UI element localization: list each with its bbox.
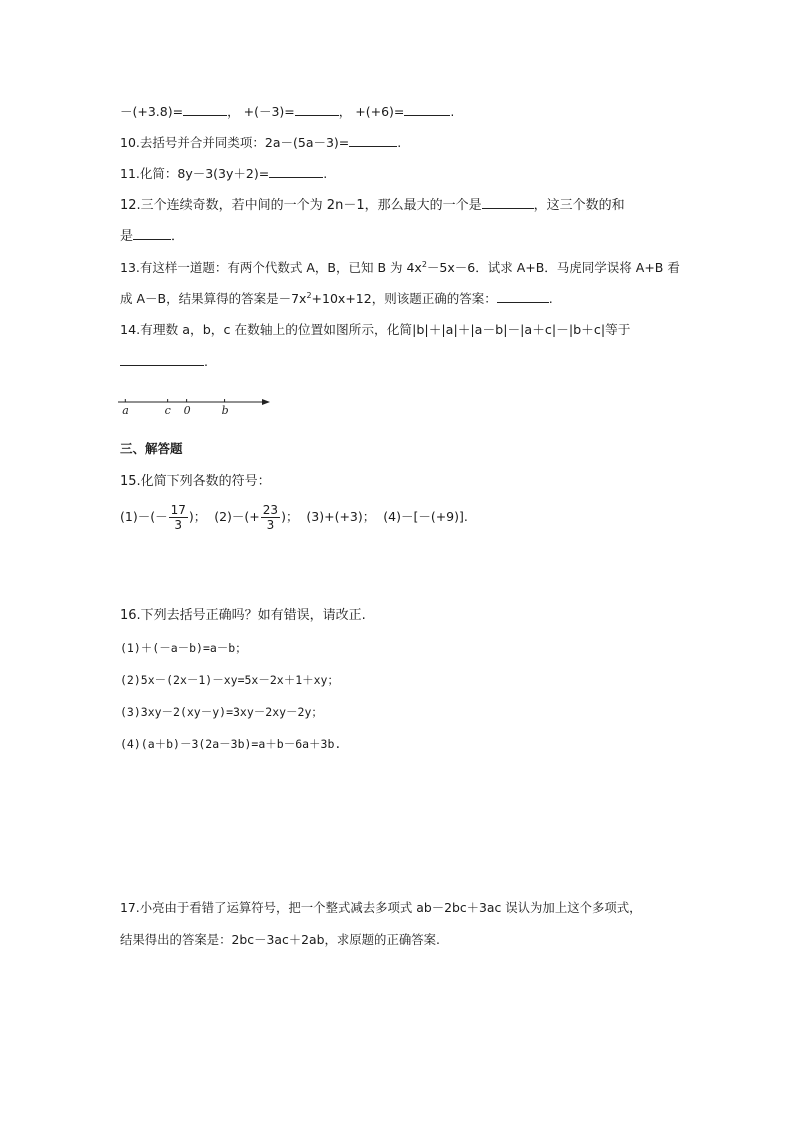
question-17-line2: 结果得出的答案是：2bc－3ac＋2ab，求原题的正确答案.	[120, 932, 440, 947]
number-line-arrow-icon	[262, 399, 270, 405]
question-16-item-1: (1)＋(－a－b)=a－b；	[120, 641, 247, 655]
number-line-label: a	[122, 404, 129, 417]
question-14-line2: .	[120, 353, 208, 371]
number-line-svg	[118, 394, 272, 420]
section-title: 三、解答题	[120, 441, 183, 456]
number-line-label: 0	[183, 404, 191, 417]
q9-part-a: －(+3.8)=	[120, 104, 184, 119]
answer-blank[interactable]	[404, 103, 450, 116]
answer-blank[interactable]	[497, 290, 549, 303]
number-line-label: c	[164, 404, 171, 417]
fraction: $\frac{23}{3}$	[262, 503, 279, 532]
answer-blank[interactable]	[183, 103, 227, 116]
question-14-line1: 14.有理数 a，b，c 在数轴上的位置如图所示，化简|b|＋|a|＋|a－b|－|a＋c|－|b＋c|等于	[120, 322, 631, 337]
question-9-line: －(+3.8)= ， +(－3)= ， +(+6)= .	[120, 104, 455, 119]
question-15-items: (1)－(－ $\frac{17}{3}$ )； (2)－(+ $\frac{23}{3}$ )； (3)+(+3)； (4)－[－(+9)].	[120, 503, 468, 532]
answer-blank[interactable]	[120, 353, 204, 366]
q9-part-c: +(+6)=	[355, 104, 405, 119]
question-13-line1: 13.有这样一道题：有两个代数式 A，B，已知 B 为 $4x^2-5x-6$．试求 A+B．马虎同学误将 A+B 看	[120, 259, 680, 275]
question-16-item-4: (4)(a＋b)－3(2a－3b)=a＋b－6a＋3b.	[120, 737, 342, 751]
question-17-line1: 17.小亮由于看错了运算符号，把一个整式减去多项式 ab－2bc＋3ac 误认为加上这个多项式，	[120, 900, 642, 915]
question-11: 11.化简：8y－3(3y＋2)= .	[120, 166, 328, 181]
q9-part-b: +(－3)=	[243, 104, 295, 119]
answer-blank[interactable]	[349, 134, 397, 147]
answer-blank[interactable]	[269, 165, 323, 178]
number-line-label: b	[221, 404, 229, 417]
answer-blank[interactable]	[482, 196, 534, 209]
question-16-item-2: (2)5x－(2x－1)－xy=5x－2x＋1＋xy；	[120, 673, 339, 687]
question-13-line2: 成 A－B，结果算得的答案是$-7x^2+10x+12$，则该题正确的答案： .	[120, 290, 553, 306]
question-10: 10.去括号并合并同类项：2a－(5a－3)= .	[120, 135, 402, 150]
number-line-figure	[118, 394, 272, 420]
answer-blank[interactable]	[295, 103, 339, 116]
question-16-title: 16.下列去括号正确吗？如有错误，请改正.	[120, 608, 366, 623]
question-15-title: 15.化简下列各数的符号：	[120, 474, 271, 489]
answer-blank[interactable]	[133, 227, 171, 240]
question-12-line2: 是 ．	[120, 229, 185, 244]
question-16-item-3: (3)3xy－2(xy－y)=3xy－2xy－2y；	[120, 705, 323, 719]
question-12-line1: 12.三个连续奇数，若中间的一个为 2n－1，那么最大的一个是 ，这三个数的和	[120, 198, 625, 213]
fraction: $\frac{17}{3}$	[170, 503, 186, 532]
